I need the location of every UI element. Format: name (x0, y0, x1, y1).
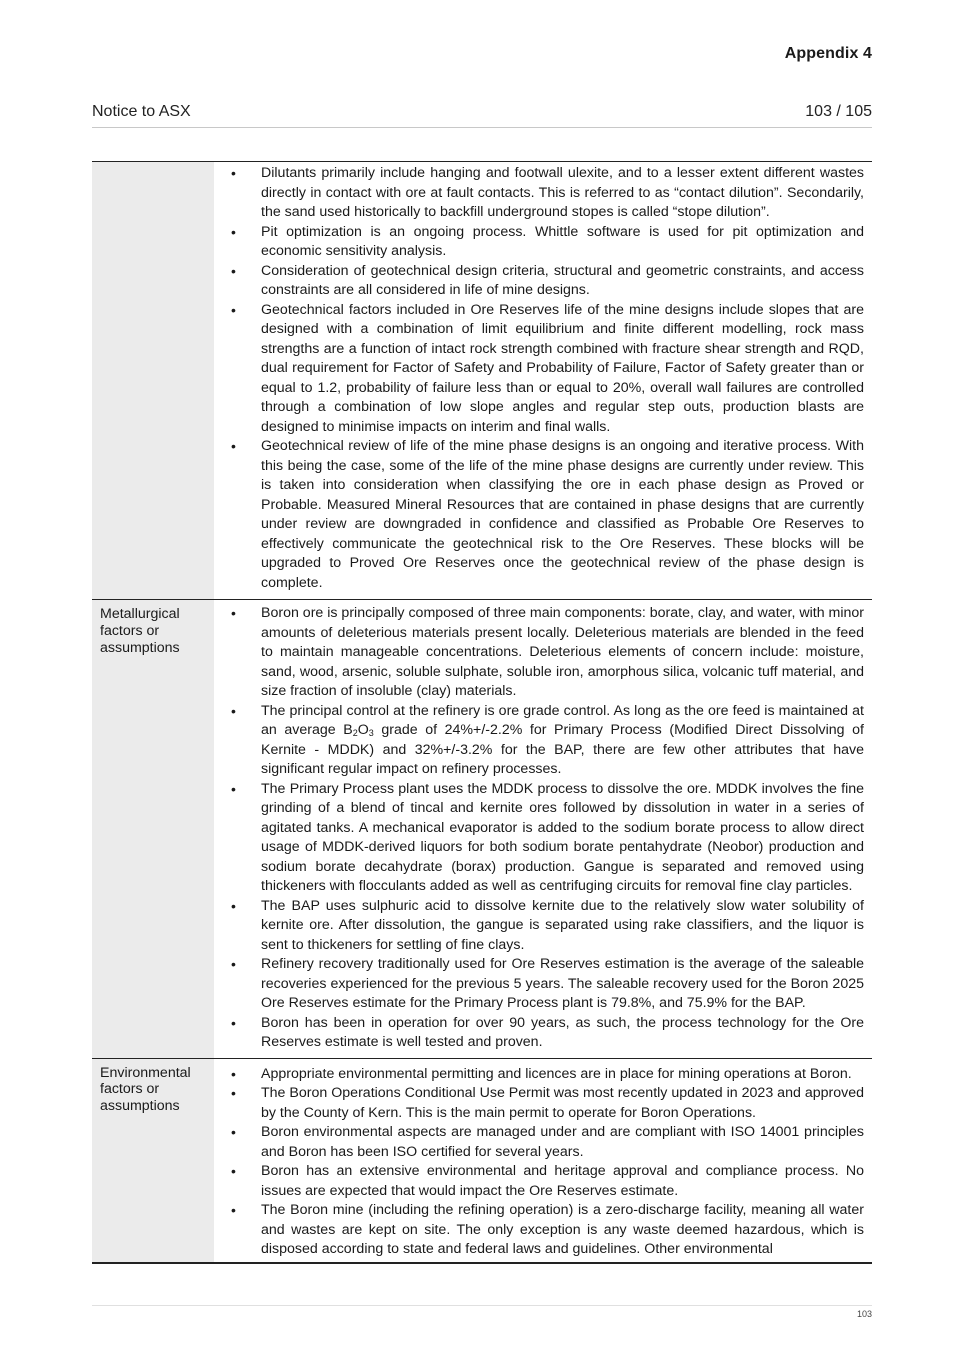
bullet-list (214, 604, 864, 1053)
text-span: The principal control at the refinery is ore grade control. As long as the ore feed is maintained at an average B (261, 702, 864, 738)
footer-divider (92, 1305, 872, 1306)
list-item: • Geotechnical factors included in Ore Reserves life of the mine designs include slopes that are designed with a combination of limit equilibrium and finite different modelling, rock mass strengths are a function of intact rock strength combined with fracture shear strength and RQD, dual requirement for Factor of Safety and Probability of Failure, Factor of Safety greater than or equal to 1.2, probability of failure less than or equal to 20%, overall wall failures are controlled through a combination of low slope angles and regular step outs, production blasts are designed to minimise impacts on interim and final walls. (214, 301, 864, 438)
row-content (214, 162, 872, 599)
list-item: • Boron has an extensive environmental and heritage approval and compliance process. No issues are expected that would impact the Ore Reserves estimate. (214, 1162, 864, 1201)
page-indicator: 103 / 105 (805, 103, 872, 120)
list-item: • The Boron mine (including the refining operation) is a zero-discharge facility, meaning all water and wastes are kept on site. The only exception is any waste deemed hazardous, which is disposed according to state and federal laws and guidelines. Other environmental (214, 1201, 864, 1260)
list-item: • The Boron Operations Conditional Use Permit was most recently updated in 2023 and approved by the County of Kern. This is the main permit to operate for Boron Operations. (214, 1084, 864, 1123)
subscript: 2 (352, 728, 358, 738)
list-item: • The BAP uses sulphuric acid to dissolve kernite due to the relatively slow water solubility of kernite ore. After dissolution, the gangue is separated using rake classifiers, and the liquor is sent to thickeners for settling of fine clays. (214, 897, 864, 956)
table-row-metallurgical (92, 600, 872, 1059)
document-title: Notice to ASX (92, 103, 191, 120)
row-content (214, 600, 872, 1058)
text-span: grade of 24%+/-2.2% for Primary Process (Modified Direct Dissolving of Kernite - MDDK) and 32%+/-3.2% for the BAP, there are few other attributes that have significant regular impact on refinery processes. (261, 722, 864, 777)
list-item: • Appropriate environmental permitting and licences are in place for mining operations at Boron. (214, 1065, 864, 1085)
list-item: • Boron ore is principally composed of three main components: borate, clay, and water, with minor amounts of deleterious materials present locally. Deleterious materials are blended in the feed to maintain manageable concentrations. Deleterious elements of concern include: moisture, sand, wood, arsenic, soluble sulphate, soluble iron, amorphous silica, volcanic tuff material, and size fraction of insoluble (clay) materials. (214, 604, 864, 702)
header-divider (92, 127, 872, 128)
list-item: • The Primary Process plant uses the MDDK process to dissolve the ore. MDDK involves the fine grinding of a blend of tincal and kernite ores followed by dissolution in water in a series of agitated tanks. A mechanical evaporator is added to the sodium borate process to allow direct usage of MDDK-derived liquors for both sodium borate pentahydrate (Neobor) production and sodium borate decahydrate (borax) production. Gangue is separated and removed using thickeners with flocculants added as well as centrifuging circuits for removal fine clay particles. (214, 780, 864, 897)
bullet-list (214, 164, 864, 593)
row-label (92, 162, 214, 599)
assessment-table (92, 161, 872, 1264)
page-header (92, 103, 872, 121)
table-row-environmental (92, 1059, 872, 1264)
list-item (214, 702, 864, 780)
row-label: Metallurgical factors or assumptions (92, 600, 214, 1058)
list-item: • Boron has been in operation for over 90 years, as such, the process technology for the Ore Reserves estimate is well tested and proven. (214, 1014, 864, 1053)
text-span: O (357, 722, 369, 738)
appendix-label: Appendix 4 (784, 45, 872, 62)
bullet-list (214, 1065, 864, 1260)
list-item: • Refinery recovery traditionally used for Ore Reserves estimation is the average of the saleable recoveries experienced for the previous 5 years. The saleable recovery used for the Boron 2025 Ore Reserves estimate for the Primary Process plant is 79.8%, and 75.9% for the BAP. (214, 955, 864, 1014)
list-item: • Pit optimization is an ongoing process. Whittle software is used for pit optimization and economic sensitivity analysis. (214, 223, 864, 262)
list-item: • Consideration of geotechnical design criteria, structural and geometric constraints, and access constraints are all considered in life of mine designs. (214, 262, 864, 301)
list-item: • Dilutants primarily include hanging and footwall ulexite, and to a lesser extent different wastes directly in contact with ore at fault contacts. This is referred to as “contact dilution”. Secondarily, the sand used historically to backfill underground stopes is called “stope dilution”. (214, 164, 864, 223)
list-item: • Boron environmental aspects are managed under and are compliant with ISO 14001 principles and Boron has been ISO certified for several years. (214, 1123, 864, 1162)
list-item: • Geotechnical review of life of the mine phase designs is an ongoing and iterative process. With this being the case, some of the life of the mine phase designs are currently under review. This is taken into consideration when classifying the ore in each phase design as Proved or Probable. Measured Mineral Resources that are contained in phase designs that are currently under review are downgraded in confidence and classified as Probable Ore Reserves to effectively communicate the geotechnical risk to the Ore Reserves. These blocks will be upgraded to Proved Ore Reserves once the geotechnical review of the phase design is complete. (214, 437, 864, 593)
table-row-mining-factors (92, 162, 872, 600)
row-label: Environmental factors or assumptions (92, 1059, 214, 1262)
row-content (214, 1059, 872, 1262)
footer-page-number: 103 (856, 1309, 872, 1319)
subscript: 3 (368, 728, 374, 738)
